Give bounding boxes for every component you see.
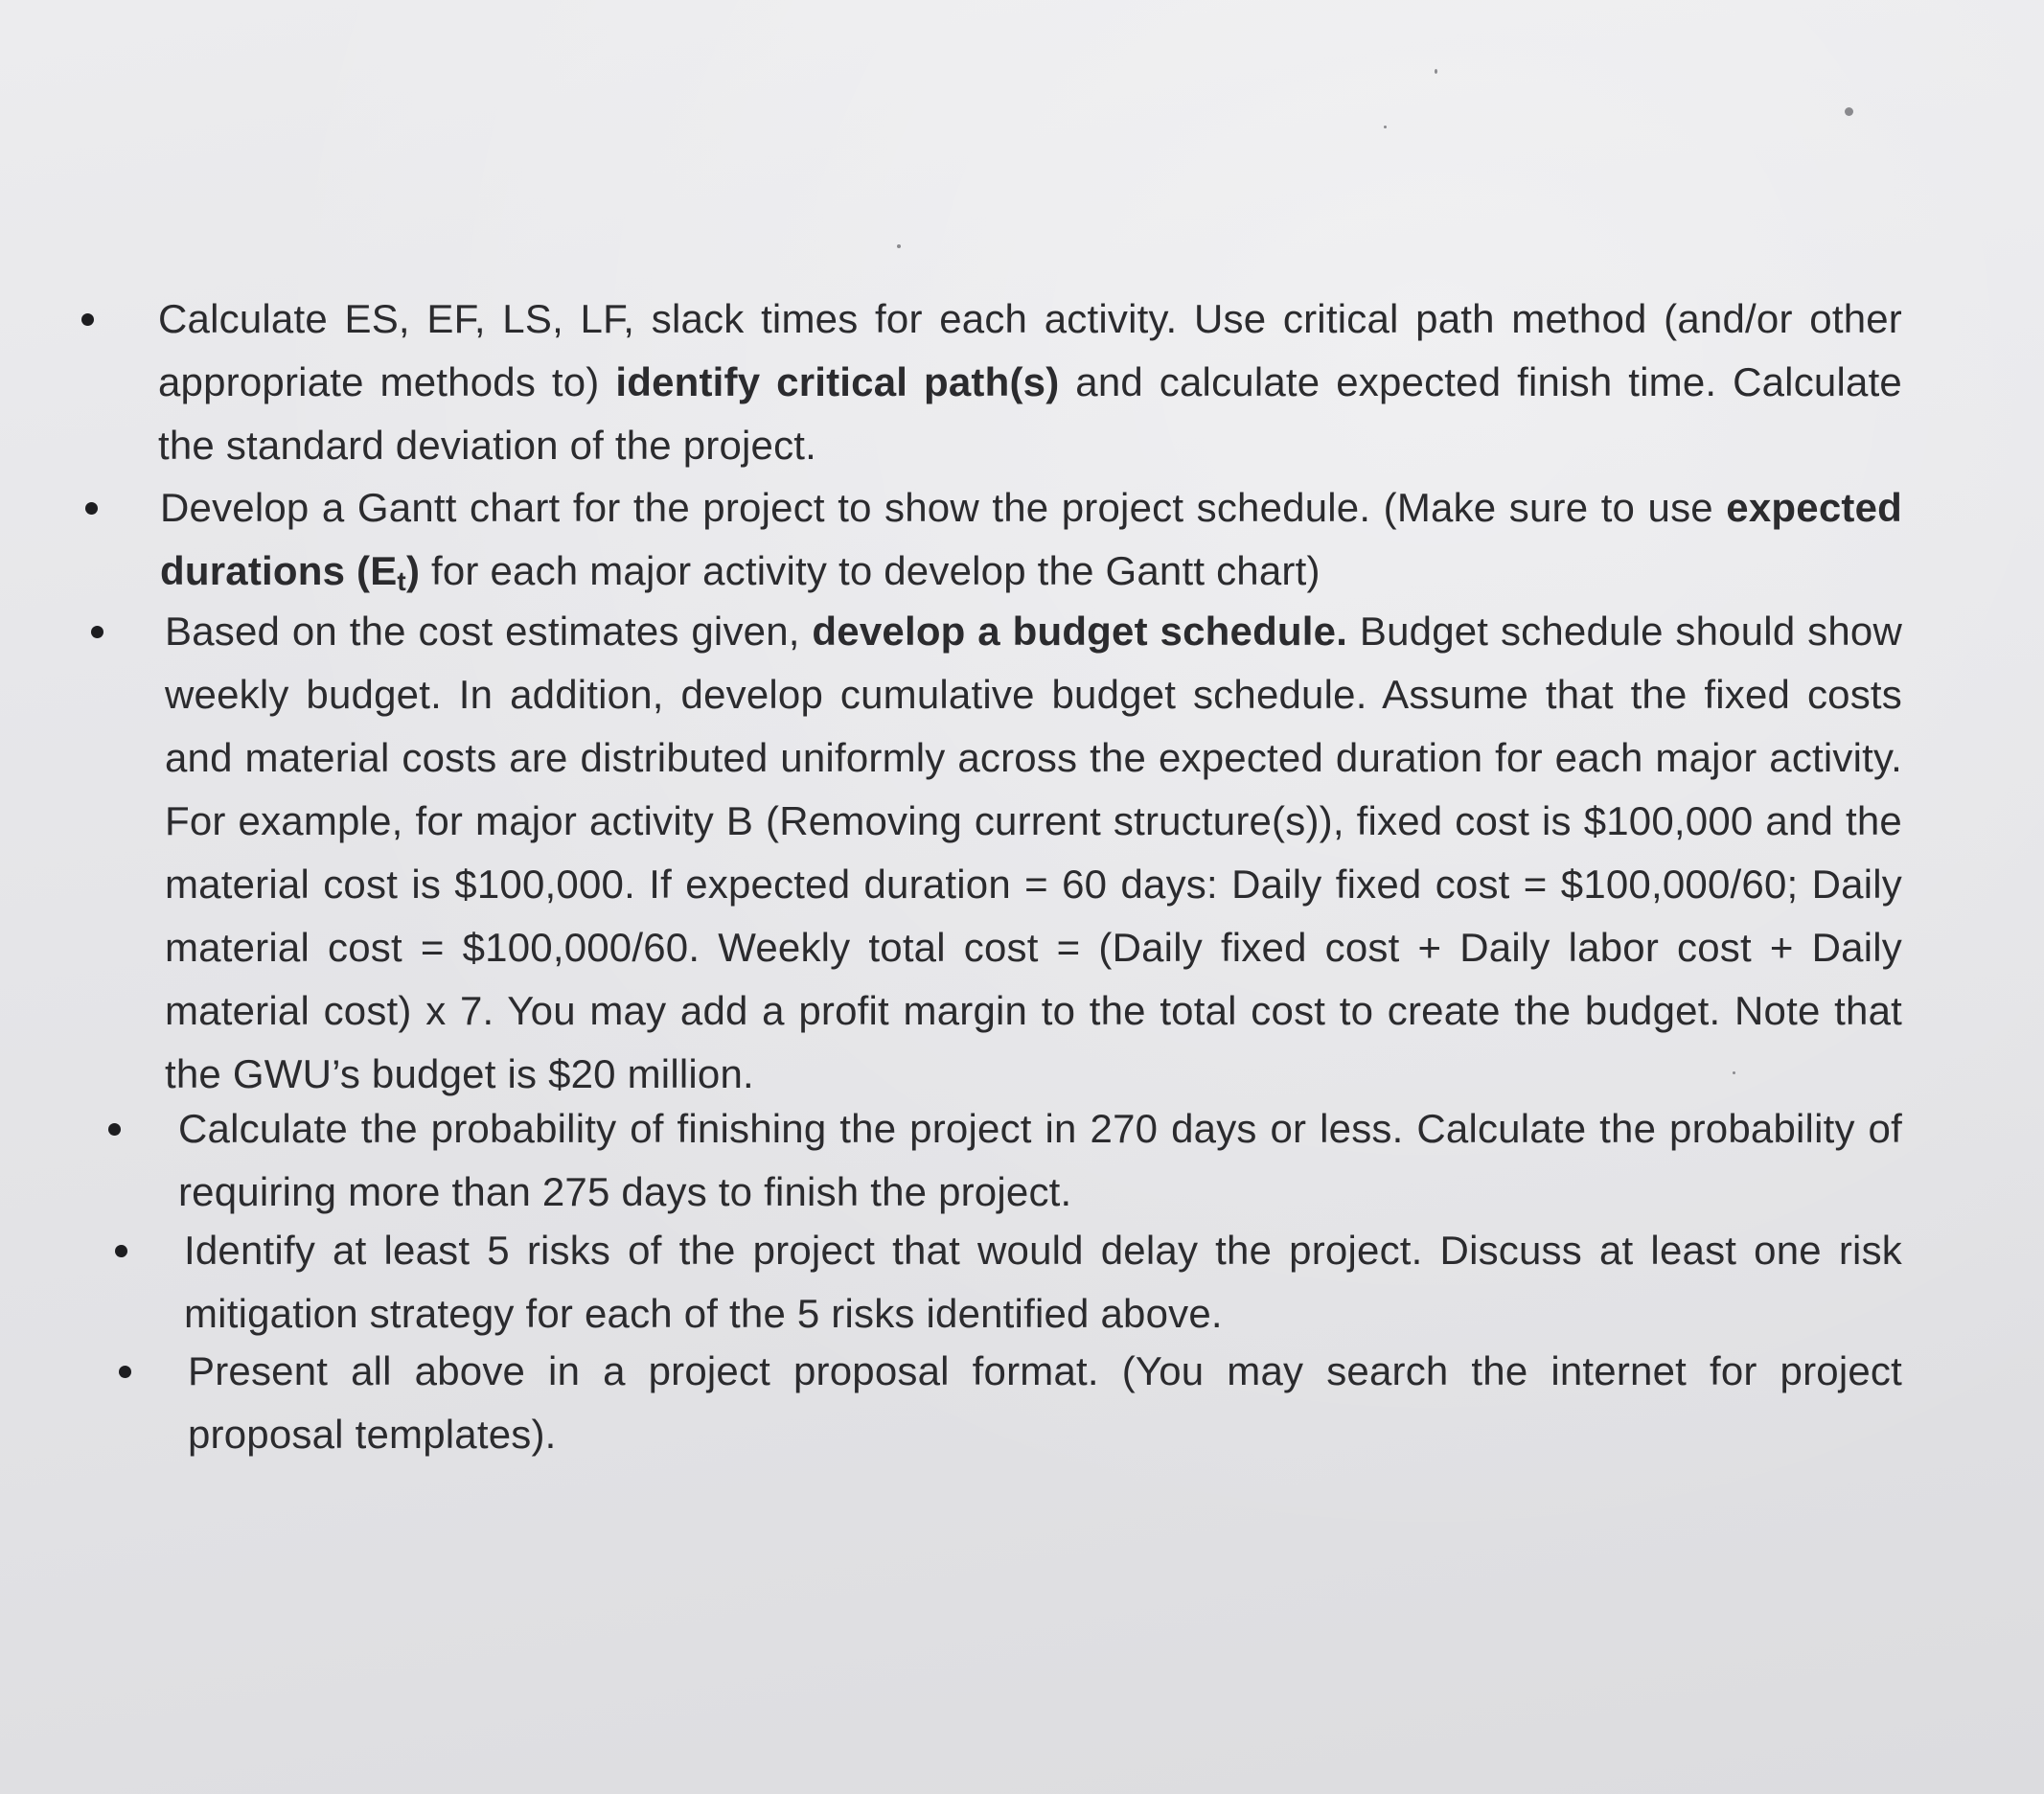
item-segment: Identify at least 5 risks of the project that would delay the project. Discuss at least one risk mitigation strategy for each of the 5 risks identified above. xyxy=(184,1228,1902,1336)
item-segment: Based on the cost estimates given, xyxy=(165,609,813,654)
item-segment: Budget schedule should show weekly budget. In addition, develop cumulative budget schedule. Assume that the fixed costs and material costs are distributed uniformly across the expected duration for each major activity. For example, for major activity B (Removing current structure(s)), fixed cost is $100,000 and the material cost is $100,000. If expected duration = 60 days: Daily fixed cost = $100,000/60; Daily material cost = $100,000/60. Weekly total cost = (Daily fixed cost + Daily labor cost + Daily material cost) x 7. You may add a profit margin to the total cost to create the budget. Note that the GWU’s budget is $20 million. xyxy=(165,609,1903,1096)
bullet-dot-icon xyxy=(85,502,98,515)
item-segment-bold: ) xyxy=(405,548,421,593)
list-item xyxy=(158,288,1902,477)
item-segment: Calculate ES, EF, LS, LF, slack times for each activity. Use critical path method (and/or other appropriate methods to) xyxy=(158,296,1902,404)
paper-speck xyxy=(1845,107,1853,116)
item-segment-bold: identify critical path(s) xyxy=(615,359,1060,404)
bullet-dot-icon xyxy=(91,626,103,638)
bullet-dot-icon xyxy=(81,313,94,326)
list-item xyxy=(160,476,1902,613)
list-item xyxy=(188,1340,1902,1466)
item-segment: for each major activity to develop the Gantt chart) xyxy=(420,548,1321,593)
paper-speck xyxy=(1435,69,1437,74)
item-segment-bold: develop a budget schedule. xyxy=(812,609,1348,654)
item-segment-bold: expected durations (E xyxy=(160,485,1902,593)
item-segment: Present all above in a project proposal format. (You may search the internet for project proposal templates). xyxy=(188,1348,1902,1457)
item-segment: Develop a Gantt chart for the project to show the project schedule. (Make sure to use xyxy=(160,485,1727,530)
list-item xyxy=(178,1097,1902,1224)
item-segment: and calculate expected finish time. Calculate the standard deviation of the project. xyxy=(158,359,1902,468)
paper-speck xyxy=(897,244,901,248)
list-item xyxy=(165,600,1902,1106)
item-segment: Calculate the probability of finishing the project in 270 days or less. Calculate the probability of requiring more than 275 days to finish the project. xyxy=(178,1106,1902,1214)
bullet-dot-icon xyxy=(108,1123,121,1136)
bullet-dot-icon xyxy=(119,1366,131,1378)
bullet-dot-icon xyxy=(115,1245,127,1257)
paper-speck xyxy=(1384,126,1387,128)
item-segment-subscript: t xyxy=(397,566,406,596)
list-item xyxy=(184,1219,1902,1346)
